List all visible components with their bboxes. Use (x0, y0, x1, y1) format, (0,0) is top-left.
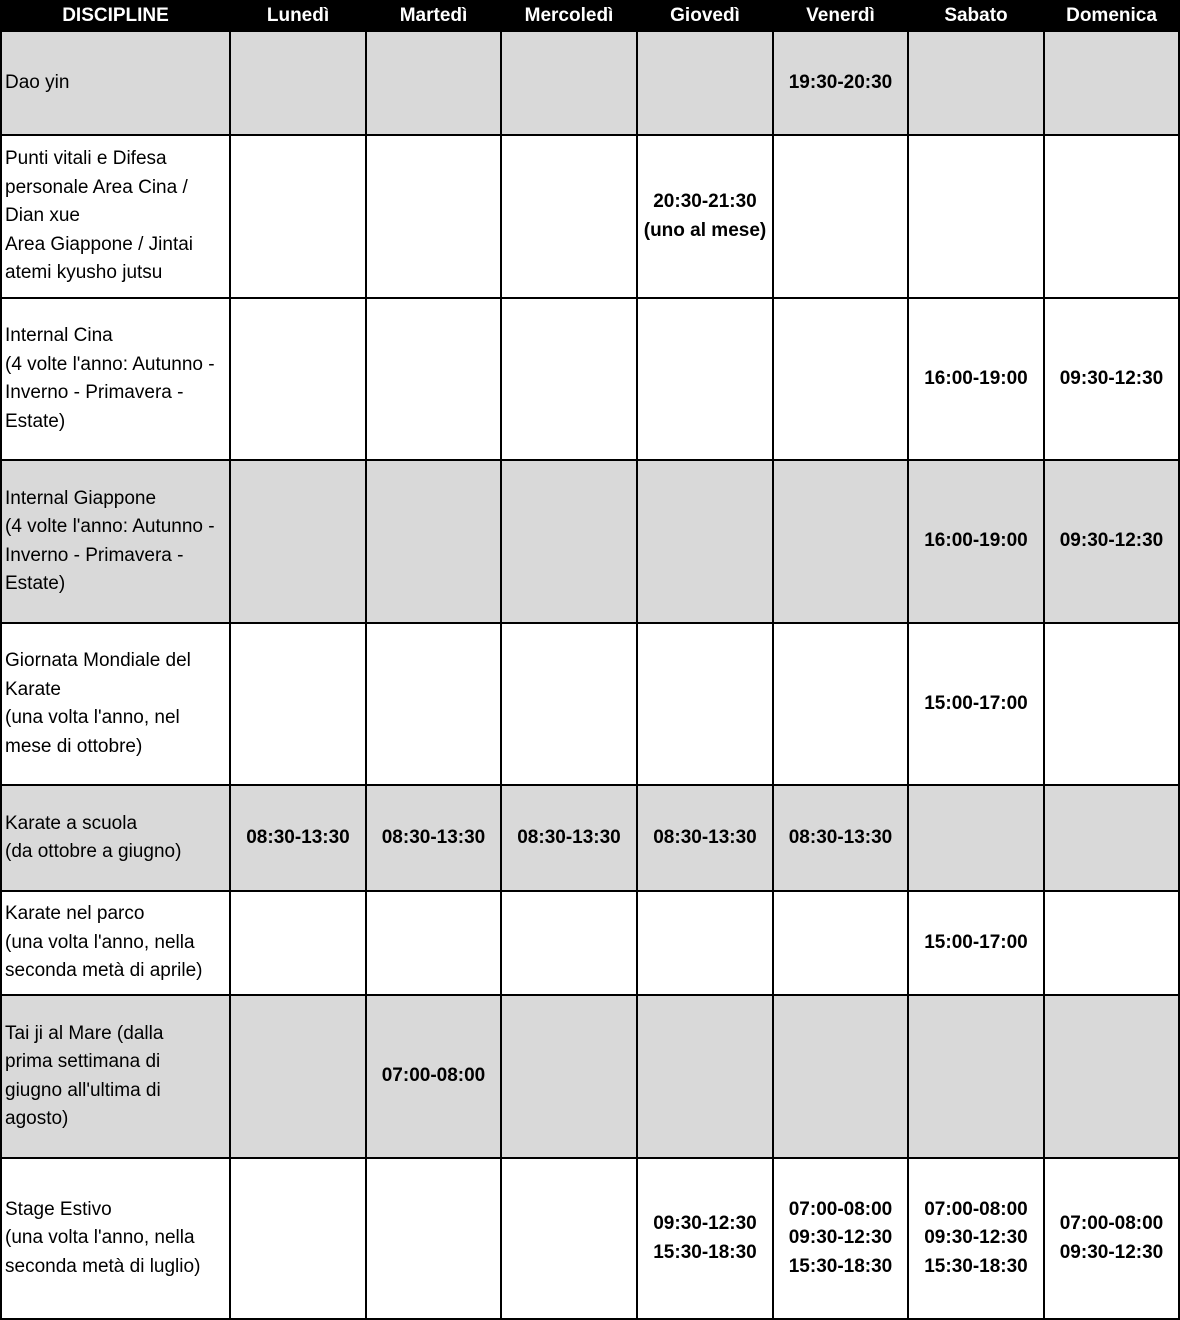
time-slot-cell (501, 135, 637, 298)
time-slot-cell (230, 298, 366, 460)
time-slot-cell (773, 460, 908, 623)
header-lunedi: Lunedì (230, 1, 366, 31)
time-slot-cell (230, 31, 366, 135)
discipline-cell: Karate a scuola (da ottobre a giugno) (1, 785, 230, 891)
time-slot-cell (366, 1158, 501, 1319)
time-slot-cell: 09:30-12:30 15:30-18:30 (637, 1158, 773, 1319)
time-slot-cell: 19:30-20:30 (773, 31, 908, 135)
table-row (1, 298, 1179, 460)
time-slot-cell (773, 891, 908, 995)
time-slot-cell (637, 298, 773, 460)
time-slot-cell: 07:00-08:00 (366, 995, 501, 1158)
header-sabato: Sabato (908, 1, 1044, 31)
time-slot-cell (501, 298, 637, 460)
header-venerdi: Venerdì (773, 1, 908, 31)
time-slot-cell (908, 995, 1044, 1158)
table-row (1, 31, 1179, 135)
time-slot-cell (1044, 995, 1179, 1158)
table-row (1, 891, 1179, 995)
time-slot-cell: 08:30-13:30 (501, 785, 637, 891)
time-slot-cell: 09:30-12:30 (1044, 298, 1179, 460)
table-row (1, 623, 1179, 785)
table-row (1, 1158, 1179, 1319)
time-slot-cell (230, 460, 366, 623)
time-slot-cell: 15:00-17:00 (908, 891, 1044, 995)
time-slot-cell (230, 891, 366, 995)
time-slot-cell: 20:30-21:30 (uno al mese) (637, 135, 773, 298)
time-slot-cell (773, 623, 908, 785)
time-slot-cell: 08:30-13:30 (366, 785, 501, 891)
time-slot-cell: 07:00-08:00 09:30-12:30 15:30-18:30 (773, 1158, 908, 1319)
time-slot-cell: 08:30-13:30 (773, 785, 908, 891)
header-row (1, 1, 1179, 31)
time-slot-cell (366, 891, 501, 995)
time-slot-cell (230, 135, 366, 298)
time-slot-cell (637, 31, 773, 135)
time-slot-cell (637, 460, 773, 623)
header-giovedi: Giovedì (637, 1, 773, 31)
table-row (1, 135, 1179, 298)
header-martedi: Martedì (366, 1, 501, 31)
time-slot-cell (230, 1158, 366, 1319)
time-slot-cell (230, 623, 366, 785)
time-slot-cell (501, 891, 637, 995)
time-slot-cell: 07:00-08:00 09:30-12:30 (1044, 1158, 1179, 1319)
time-slot-cell (1044, 135, 1179, 298)
time-slot-cell: 09:30-12:30 (1044, 460, 1179, 623)
discipline-cell: Internal Giappone (4 volte l'anno: Autunno - Inverno - Primavera - Estate) (1, 460, 230, 623)
discipline-cell: Punti vitali e Difesa personale Area Cina / Dian xue Area Giappone / Jintai atemi kyusho jutsu (1, 135, 230, 298)
time-slot-cell (908, 785, 1044, 891)
time-slot-cell (773, 135, 908, 298)
table-row (1, 460, 1179, 623)
time-slot-cell (1044, 31, 1179, 135)
discipline-cell: Dao yin (1, 31, 230, 135)
discipline-cell: Giornata Mondiale del Karate (una volta l'anno, nel mese di ottobre) (1, 623, 230, 785)
discipline-cell: Tai ji al Mare (dalla prima settimana di giugno all'ultima di agosto) (1, 995, 230, 1158)
time-slot-cell (1044, 623, 1179, 785)
time-slot-cell (366, 135, 501, 298)
time-slot-cell: 15:00-17:00 (908, 623, 1044, 785)
table-row (1, 995, 1179, 1158)
time-slot-cell (501, 460, 637, 623)
header-domenica: Domenica (1044, 1, 1179, 31)
time-slot-cell: 08:30-13:30 (637, 785, 773, 891)
time-slot-cell (908, 135, 1044, 298)
time-slot-cell (1044, 891, 1179, 995)
discipline-cell: Internal Cina (4 volte l'anno: Autunno - Inverno - Primavera - Estate) (1, 298, 230, 460)
time-slot-cell: 08:30-13:30 (230, 785, 366, 891)
time-slot-cell (366, 31, 501, 135)
time-slot-cell: 16:00-19:00 (908, 460, 1044, 623)
time-slot-cell: 07:00-08:00 09:30-12:30 15:30-18:30 (908, 1158, 1044, 1319)
discipline-cell: Karate nel parco (una volta l'anno, nella seconda metà di aprile) (1, 891, 230, 995)
time-slot-cell (366, 298, 501, 460)
header-mercoledi: Mercoledì (501, 1, 637, 31)
time-slot-cell (637, 891, 773, 995)
time-slot-cell (501, 1158, 637, 1319)
time-slot-cell (230, 995, 366, 1158)
time-slot-cell (908, 31, 1044, 135)
time-slot-cell (501, 31, 637, 135)
time-slot-cell (501, 995, 637, 1158)
time-slot-cell (637, 995, 773, 1158)
time-slot-cell (773, 995, 908, 1158)
time-slot-cell (637, 623, 773, 785)
time-slot-cell (366, 623, 501, 785)
table-row (1, 785, 1179, 891)
header-discipline: DISCIPLINE (1, 1, 230, 31)
discipline-cell: Stage Estivo (una volta l'anno, nella seconda metà di luglio) (1, 1158, 230, 1319)
time-slot-cell (773, 298, 908, 460)
time-slot-cell (501, 623, 637, 785)
time-slot-cell (1044, 785, 1179, 891)
time-slot-cell (366, 460, 501, 623)
time-slot-cell: 16:00-19:00 (908, 298, 1044, 460)
